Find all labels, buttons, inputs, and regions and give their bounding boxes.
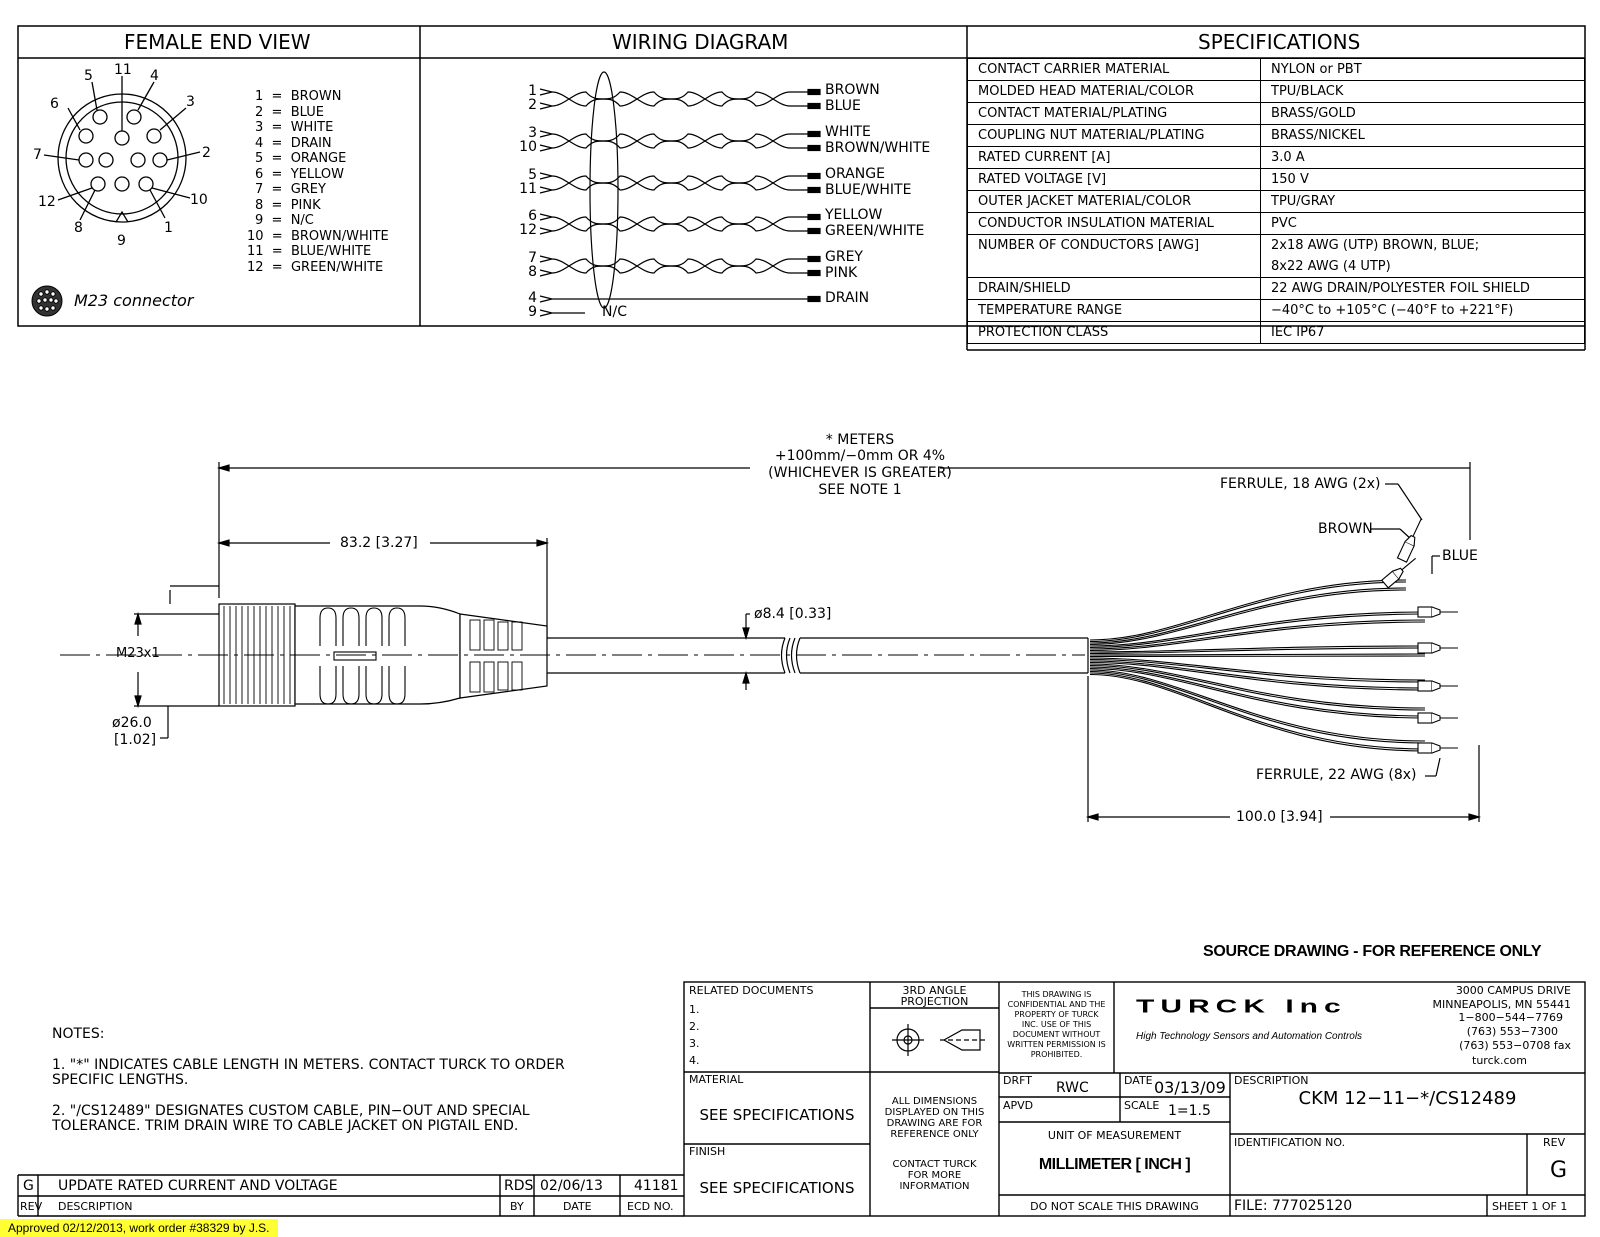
wire-entry [540, 228, 552, 234]
pigtail-wire [1090, 664, 1425, 708]
spec-label: TEMPERATURE RANGE [968, 300, 1261, 322]
spec-value: 2x18 AWG (UTP) BROWN, BLUE; [1261, 235, 1585, 257]
spec-value: IEC IP67 [1261, 322, 1585, 344]
company-tagline: High Technology Sensors and Automation Controls [1136, 1031, 1363, 1042]
ferrule-pin [1413, 519, 1421, 536]
wiring-label: 10 [519, 139, 537, 155]
wire-terminal [808, 188, 820, 193]
notes-title: NOTES: [52, 1026, 105, 1042]
spec-row [968, 81, 1585, 103]
legend-line: 5 = ORANGE [255, 151, 347, 166]
spec-label: RATED CURRENT [A] [968, 147, 1261, 169]
spec-row [968, 235, 1585, 257]
source-drawing-note: SOURCE DRAWING - FOR REFERENCE ONLY [1203, 943, 1542, 960]
pigtail-wire [1090, 656, 1425, 657]
shield-ellipse [590, 72, 618, 308]
address-line: (763) 553−0708 fax [1459, 1039, 1571, 1052]
pin-number: 5 [84, 68, 93, 84]
wire-terminal [808, 297, 820, 302]
wiring-label: BLUE [825, 98, 861, 114]
wire-entry [540, 173, 552, 179]
spec-value: NYLON or PBT [1261, 59, 1585, 81]
ferrule-sleeve [1418, 607, 1432, 617]
wire-terminal [808, 257, 820, 262]
wire-entry [540, 145, 552, 151]
contact-note-line: INFORMATION [899, 1181, 970, 1192]
legend-line: 6 = YELLOW [255, 167, 344, 182]
legend-line: 10 = BROWN/WHITE [247, 229, 389, 244]
drafter-label: DRFT [1003, 1074, 1032, 1087]
cable-diameter-dimension: ø8.4 [0.33] [754, 606, 832, 622]
ecd-column-header: ECD NO. [627, 1200, 674, 1213]
address-line: turck.com [1472, 1054, 1527, 1067]
spec-row [968, 169, 1585, 191]
ferrule-sleeve [1418, 713, 1432, 723]
spec-value: PVC [1261, 213, 1585, 235]
spec-label: OUTER JACKET MATERIAL/COLOR [968, 191, 1261, 213]
scale-value: 1=1.5 [1168, 1103, 1211, 1119]
spec-value: BRASS/NICKEL [1261, 125, 1585, 147]
address-line: 1−800−544−7769 [1458, 1011, 1563, 1024]
legend-line: 11 = BLUE/WHITE [247, 244, 372, 259]
spec-label: CONTACT CARRIER MATERIAL [968, 59, 1261, 81]
file-number: FILE: 777025120 [1234, 1198, 1353, 1214]
projection-label-2: PROJECTION [900, 995, 969, 1008]
confidential-line: CONFIDENTIAL AND THE [1007, 1000, 1106, 1009]
contact-note-line: FOR MORE [907, 1170, 962, 1181]
revision-date: 02/06/13 [540, 1178, 603, 1194]
wiring-label: DRAIN [825, 290, 870, 306]
wiring-label: GREY [825, 249, 863, 265]
spec-label: NUMBER OF CONDUCTORS [AWG] [968, 235, 1261, 257]
wire-entry [540, 89, 552, 95]
spec-row [968, 213, 1585, 235]
wiring-diagram-header: WIRING DIAGRAM [612, 30, 789, 54]
spec-value: TPU/GRAY [1261, 191, 1585, 213]
drafter-value: RWC [1056, 1080, 1089, 1096]
approval-stamp: Approved 02/12/2013, work order #38329 by J.S. [0, 1219, 278, 1237]
ferrule-sleeve [1418, 643, 1432, 653]
specifications-table [967, 58, 1585, 344]
spec-value: 22 AWG DRAIN/POLYESTER FOIL SHIELD [1261, 278, 1585, 300]
spec-label: MOLDED HEAD MATERIAL/COLOR [968, 81, 1261, 103]
related-doc-4: 4. [689, 1054, 700, 1067]
scale-label: SCALE [1124, 1099, 1160, 1112]
unit-label: UNIT OF MEASUREMENT [1047, 1129, 1182, 1142]
spec-row [968, 278, 1585, 300]
revision-by: RDS [504, 1178, 534, 1194]
wiring-label: 12 [519, 222, 537, 238]
m23-connector-label: M23 connector [74, 291, 194, 310]
pin-number: 10 [190, 192, 208, 208]
rev-label: REV [1543, 1136, 1566, 1149]
spec-label: RATED VOLTAGE [V] [968, 169, 1261, 191]
brown-wire-label: BROWN [1318, 521, 1373, 537]
address-line: 3000 CAMPUS DRIVE [1455, 984, 1571, 997]
spec-row [968, 300, 1585, 322]
ferrule [1418, 743, 1458, 753]
blue-wire-label: BLUE [1442, 548, 1478, 564]
pin-number: 1 [164, 220, 173, 236]
wire-terminal [808, 104, 820, 109]
ferrule [1418, 643, 1458, 653]
pin-number: 12 [38, 194, 56, 210]
approved-label: APVD [1003, 1099, 1034, 1112]
rev-column-header: REV [20, 1200, 43, 1213]
length-note-line: SEE NOTE 1 [818, 482, 902, 498]
wire-terminal [808, 229, 820, 234]
ferrule-tip [1432, 607, 1440, 617]
spec-value: 3.0 A [1261, 147, 1585, 169]
pigtail-wire [1090, 675, 1425, 752]
length-note-line: +100mm/−0mm OR 4% [774, 448, 946, 464]
wire-entry [540, 310, 552, 316]
spec-row [968, 103, 1585, 125]
m23-connector-icon [32, 286, 62, 316]
female-connector-face [44, 76, 200, 222]
spec-label: DRAIN/SHIELD [968, 278, 1261, 300]
pigtail-wire [1090, 612, 1425, 646]
related-doc-1: 1. [689, 1003, 700, 1016]
ferrule-sleeve [1418, 743, 1432, 753]
legend-line: 4 = DRAIN [255, 136, 332, 151]
description-label: DESCRIPTION [1234, 1074, 1309, 1087]
legend-line: 9 = N/C [255, 213, 314, 228]
dims-note-line: ALL DIMENSIONS [891, 1096, 978, 1107]
pin-number: 2 [202, 145, 211, 161]
confidential-line: WRITTEN PERMISSION IS [1007, 1040, 1106, 1049]
spec-row [968, 322, 1585, 344]
wiring-label: 3 [528, 125, 537, 141]
date-value: 03/13/09 [1154, 1078, 1226, 1097]
wire-entry [540, 103, 552, 109]
confidential-line: DOCUMENT WITHOUT [1012, 1030, 1101, 1039]
spec-label: COUPLING NUT MATERIAL/PLATING [968, 125, 1261, 147]
legend-line: 12 = GREEN/WHITE [247, 260, 384, 275]
wiring-label: WHITE [825, 124, 871, 140]
projection-label: 3RD ANGLE [902, 984, 967, 997]
strip-length-dimension: 100.0 [3.94] [1236, 809, 1323, 825]
confidential-line: INC. USE OF THIS [1021, 1020, 1092, 1029]
wire-terminal [808, 174, 820, 179]
wire-terminal [808, 215, 820, 220]
wiring-label: 11 [519, 181, 537, 197]
length-note-line: * METERS [825, 432, 895, 448]
ferrule-sleeve [1397, 542, 1414, 563]
address-line: (763) 553−7300 [1466, 1025, 1558, 1038]
related-documents-label: RELATED DOCUMENTS [689, 984, 814, 997]
wiring-label: 5 [528, 167, 537, 183]
pin-number: 9 [117, 233, 126, 249]
ferrule [1418, 713, 1458, 723]
pin-number: 4 [150, 68, 159, 84]
ferrule-tip [1432, 743, 1440, 753]
ferrule-18-label: FERRULE, 18 AWG (2x) [1220, 476, 1381, 492]
ferrule-sleeve [1418, 681, 1432, 691]
pigtail-wire [1090, 654, 1425, 655]
note-1: 1. "*" INDICATES CABLE LENGTH IN METERS. CONTACT TURCK TO ORDER [52, 1057, 565, 1073]
pin-number: 6 [50, 96, 59, 112]
spec-label [968, 256, 1261, 278]
wiring-label: GREEN/WHITE [825, 223, 925, 239]
ferrule-tip [1432, 713, 1440, 723]
wire-entry [540, 256, 552, 262]
wire-entry [540, 214, 552, 220]
finish-value: SEE SPECIFICATIONS [699, 1179, 855, 1197]
address-line: MINNEAPOLIS, MN 55441 [1432, 998, 1571, 1011]
legend-line: 1 = BROWN [255, 89, 342, 104]
spec-label: CONDUCTOR INSULATION MATERIAL [968, 213, 1261, 235]
wiring-label: 1 [528, 83, 537, 99]
pigtail-wire [1090, 672, 1425, 744]
wiring-label: 4 [528, 290, 537, 306]
unit-value: MILLIMETER [ INCH ] [1038, 1156, 1191, 1173]
contact-note-line: CONTACT TURCK [892, 1159, 977, 1170]
note-2-continued: TOLERANCE. TRIM DRAIN WIRE TO CABLE JACKET ON PIGTAIL END. [52, 1118, 519, 1134]
part-description: CKM 12−11−*/CS12489 [1298, 1088, 1517, 1109]
do-not-scale-note: DO NOT SCALE THIS DRAWING [1030, 1200, 1199, 1213]
spec-value: 150 V [1261, 169, 1585, 191]
revision-letter: G [23, 1178, 34, 1194]
legend-line: 7 = GREY [255, 182, 326, 197]
pin-number: 8 [74, 220, 83, 236]
turck-logo: TURCK Inc [1136, 996, 1347, 1017]
pigtail-wire [1090, 670, 1425, 741]
ferrule-22-label: FERRULE, 22 AWG (8x) [1256, 767, 1417, 783]
related-doc-2: 2. [689, 1020, 700, 1033]
spec-row [968, 59, 1585, 81]
pigtail-wire [1090, 673, 1425, 749]
note-2: 2. "/CS12489" DESIGNATES CUSTOM CABLE, PIN−OUT AND SPECIAL [52, 1103, 530, 1119]
by-column-header: BY [510, 1200, 524, 1213]
wiring-label: PINK [825, 265, 858, 281]
wire-terminal [808, 90, 820, 95]
description-column-header: DESCRIPTION [58, 1200, 133, 1213]
date-column-header: DATE [563, 1200, 592, 1213]
wiring-label: 7 [528, 250, 537, 266]
legend-line: 3 = WHITE [255, 120, 334, 135]
wiring-label: 8 [528, 264, 537, 280]
sheet-number: SHEET 1 OF 1 [1492, 1200, 1568, 1213]
spec-label: PROTECTION CLASS [968, 322, 1261, 344]
spec-value: BRASS/GOLD [1261, 103, 1585, 125]
spec-row [968, 147, 1585, 169]
wiring-label: ORANGE [825, 166, 885, 182]
confidential-line: PROHIBITED. [1030, 1050, 1083, 1059]
spec-value: −40°C to +105°C (−40°F to +221°F) [1261, 300, 1585, 322]
spec-label: CONTACT MATERIAL/PLATING [968, 103, 1261, 125]
identification-label: IDENTIFICATION NO. [1234, 1136, 1346, 1149]
wire-entry [540, 187, 552, 193]
date-label: DATE [1124, 1074, 1153, 1087]
pin-number: 11 [114, 62, 132, 78]
revision-description: UPDATE RATED CURRENT AND VOLTAGE [58, 1178, 338, 1194]
note-1-continued: SPECIFIC LENGTHS. [52, 1072, 189, 1088]
material-value: SEE SPECIFICATIONS [699, 1106, 855, 1124]
ferrule [1418, 681, 1458, 691]
dims-note-line: DISPLAYED ON THIS [884, 1107, 985, 1118]
wiring-label: 9 [528, 304, 537, 320]
head-diameter-inch: [1.02] [114, 732, 157, 748]
third-angle-projection-icon [892, 1024, 986, 1056]
related-doc-3: 3. [689, 1037, 700, 1050]
finish-label: FINISH [689, 1145, 726, 1158]
wiring-label: 6 [528, 208, 537, 224]
wiring-twisted-pairs [540, 89, 820, 316]
head-length-dimension: 83.2 [3.27] [340, 535, 418, 551]
legend-line: 8 = PINK [255, 198, 321, 213]
spec-row [968, 125, 1585, 147]
wire-terminal [808, 146, 820, 151]
ferrule-tip [1432, 681, 1440, 691]
ferrule [1418, 607, 1458, 617]
spec-row [968, 191, 1585, 213]
wire-entry [540, 131, 552, 137]
wire-terminal [808, 271, 820, 276]
confidential-line: THIS DRAWING IS [1021, 990, 1092, 999]
revision-ecd: 41181 [634, 1178, 679, 1194]
ferrule-tip [1432, 643, 1440, 653]
spec-value: 8x22 AWG (4 UTP) [1261, 256, 1585, 278]
female-end-view-header: FEMALE END VIEW [124, 30, 311, 54]
length-note-line: (WHICHEVER IS GREATER) [768, 465, 952, 481]
pin-number: 3 [186, 94, 195, 110]
rev-value: G [1550, 1158, 1568, 1183]
legend-line: 2 = BLUE [255, 105, 324, 120]
spec-row [968, 256, 1585, 278]
wiring-label: BROWN/WHITE [825, 140, 931, 156]
dims-note-line: DRAWING ARE FOR [886, 1118, 983, 1129]
wiring-label: N/C [602, 304, 627, 320]
pigtail-wires [1090, 517, 1458, 753]
confidential-line: PROPERTY OF TURCK [1014, 1010, 1099, 1019]
wiring-label: BROWN [825, 82, 880, 98]
specifications-header: SPECIFICATIONS [1198, 30, 1361, 54]
dims-note-line: REFERENCE ONLY [890, 1129, 979, 1140]
wiring-label: BLUE/WHITE [825, 182, 912, 198]
thread-dimension: M23x1 [116, 646, 160, 661]
spec-value: TPU/BLACK [1261, 81, 1585, 103]
pin-number: 7 [33, 147, 42, 163]
ferrule-18awg [1397, 517, 1425, 562]
pigtail-wire [1090, 646, 1425, 652]
wire-terminal [808, 132, 820, 137]
wire-entry [540, 296, 552, 302]
material-label: MATERIAL [689, 1073, 744, 1086]
wiring-label: 2 [528, 97, 537, 113]
head-diameter-dimension: ø26.0 [112, 715, 152, 731]
wiring-label: YELLOW [825, 207, 883, 223]
wire-entry [540, 270, 552, 276]
